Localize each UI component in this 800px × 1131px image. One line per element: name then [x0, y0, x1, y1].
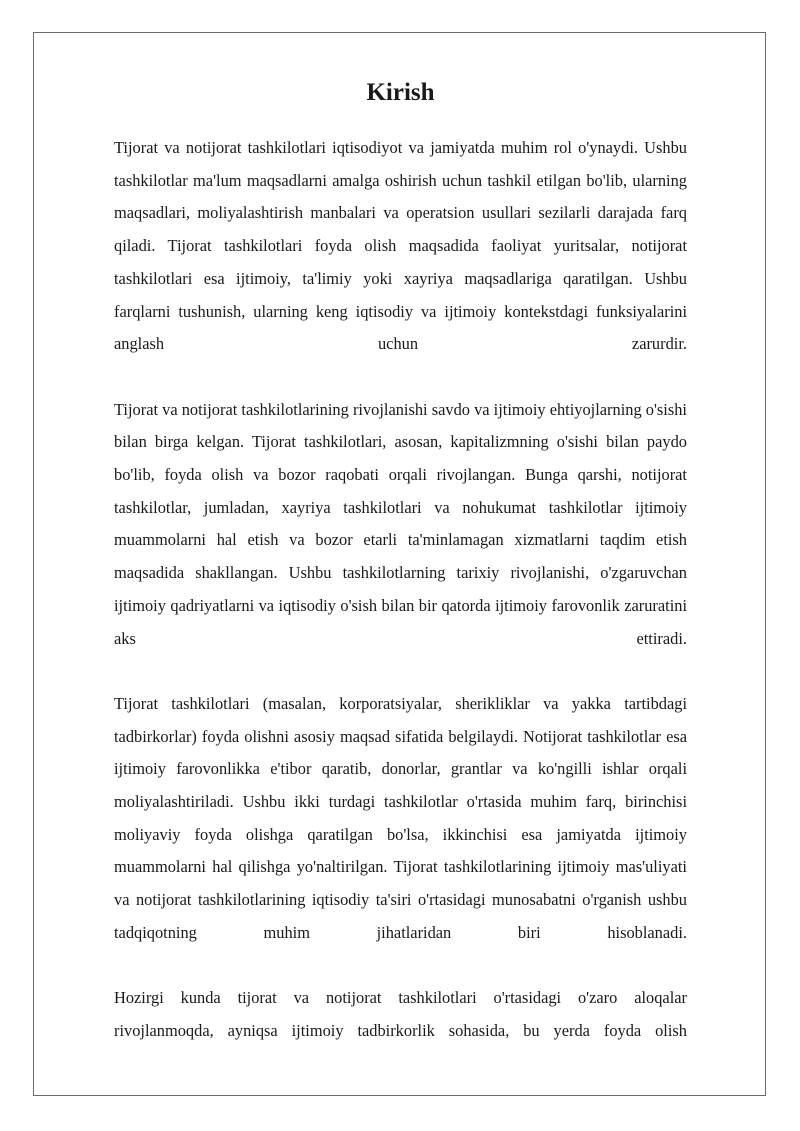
page-title: Kirish: [366, 79, 435, 106]
document-page: [33, 32, 766, 1096]
paragraph-spacer: [114, 361, 687, 394]
paragraph-3: Tijorat tashkilotlari (masalan, korporatsiyalar, sherikliklar va yakka tartibdagi tadbirkorlar) foyda olishni asosiy maqsad sifatida belgilaydi. Notijorat tashkilotlar esa ijtimoiy farovonlikka e'tibor qaratib, donorlar, grantlar va ko'ngilli ishlar orqali moliyalashtiriladi. Ushbu ikki turdagi tashkilotlar o'rtasida muhim farq, birinchisi moliyaviy foyda olishga qaratilgan bo'lsa, ikkinchisi esa jamiyatda ijtimoiy muammolarni hal qilishga yo'naltirilgan. Tijorat tashkilotlarining ijtimoiy mas'uliyati va notijorat tashkilotlarining iqtisodiy ta'siri o'rtasidagi munosabatni o'rganish ushbu tadqiqotning muhim jihatlaridan biri hisoblanadi.: [114, 693, 687, 942]
document-body: [114, 33, 687, 1048]
paragraph-2: Tijorat va notijorat tashkilotlarining rivojlanishi savdo va ijtimoiy ehtiyojlarning o'sishi bilan birga kelgan. Tijorat tashkilotlari, asosan, kapitalizmning o'sishi bilan paydo bo'lib, foyda olish va bozor raqobati orqali rivojlangan. Bunga qarshi, notijorat tashkilotlar, jumladan, xayriya tashkilotlari va nohukumat tashkilotlar ijtimoiy muammolarni hal etish va bozor etarli ta'minlamagan xizmatlarni taqdim etish maqsadida shakllangan. Ushbu tashkilotlarning tarixiy rivojlanishi, o'zgaruvchan ijtimoiy qadriyatlarni va iqtisodiy o'sish bilan bir qatorda ijtimoiy farovonlik zaruratini aks ettiradi.: [114, 399, 687, 648]
paragraph-spacer: [114, 950, 687, 983]
paragraph-spacer: [114, 655, 687, 688]
paragraph-4: Hozirgi kunda tijorat va notijorat tashkilotlari o'rtasidagi o'zaro aloqalar rivojlanmoqda, ayniqsa ijtimoiy tadbirkorlik sohasida, bu yerda foyda olish: [114, 988, 687, 1040]
paragraph-1: Tijorat va notijorat tashkilotlari iqtisodiyot va jamiyatda muhim rol o'ynaydi. Ushbu tashkilotlar ma'lum maqsadlarni amalga oshirish uchun tashkil etilgan bo'lib, ularning maqsadlari, moliyalashtirish manbalari va operatsion usullari sezilarli darajada farq qiladi. Tijorat tashkilotlari foyda olish maqsadida faoliyat yuritsalar, notijorat tashkilotlari esa ijtimoiy, ta'limiy yoki xayriya maqsadlariga qaratilgan. Ushbu farqlarni tushunish, ularning keng iqtisodiy va ijtimoiy kontekstdagi funksiyalarini anglash uchun zarurdir.: [114, 138, 687, 354]
